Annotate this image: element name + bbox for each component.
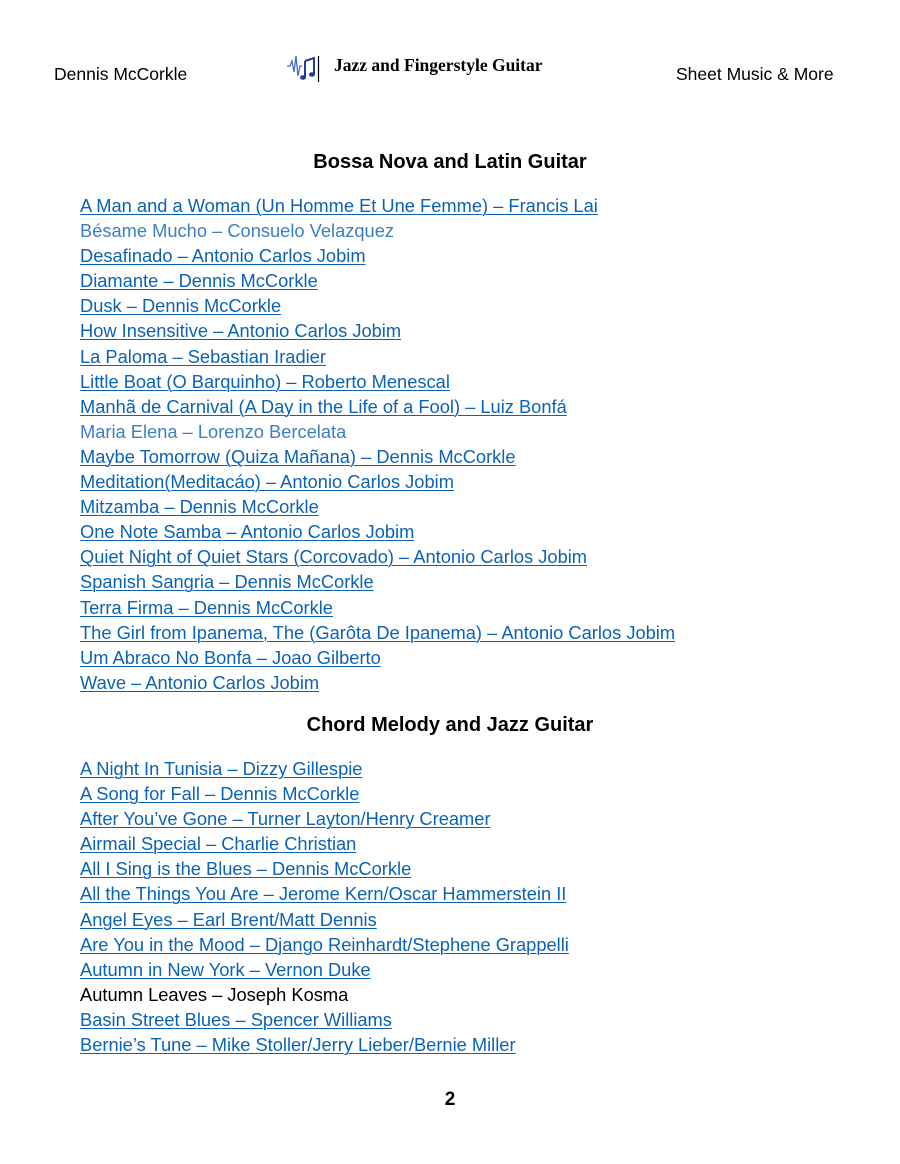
song-link[interactable]: Airmail Special – Charlie Christian [80, 833, 357, 855]
list-item [80, 544, 675, 569]
song-link[interactable]: Manhã de Carnival (A Day in the Life of a Fool) – Luiz Bonfá [80, 395, 567, 417]
list-item [80, 756, 569, 781]
song-link[interactable]: Maria Elena – Lorenzo Bercelata [80, 420, 347, 442]
page-number: 2 [444, 1089, 456, 1110]
list-item [80, 806, 569, 831]
song-link[interactable]: Quiet Night of Quiet Stars (Corcovado) – Antonio Carlos Jobim [80, 546, 588, 568]
song-link[interactable]: All I Sing is the Blues – Dennis McCorkle [80, 858, 412, 880]
list-item [80, 670, 675, 695]
list-item [80, 344, 675, 369]
list-item [80, 595, 675, 620]
list-item [80, 831, 569, 856]
song-link[interactable]: A Man and a Woman (Un Homme Et Une Femme) – Francis Lai [80, 195, 598, 216]
song-link[interactable]: One Note Samba – Antonio Carlos Jobim [80, 521, 415, 543]
song-link[interactable]: Wave – Antonio Carlos Jobim [80, 671, 320, 693]
list-item [80, 519, 675, 544]
list-item [80, 932, 569, 957]
list-item [80, 394, 675, 419]
list-item [80, 469, 675, 494]
song-link[interactable]: Are You in the Mood – Django Reinhardt/Stephene Grappelli [80, 933, 569, 955]
song-link[interactable]: Little Boat (O Barquinho) – Roberto Menescal [80, 370, 450, 392]
list-item [80, 243, 675, 268]
music-note-waveform-icon [286, 52, 320, 84]
list-item [80, 881, 569, 906]
song-title-text: Autumn Leaves – Joseph Kosma [80, 983, 349, 1005]
list-item [80, 318, 675, 343]
song-link[interactable]: After You’ve Gone – Turner Layton/Henry Creamer [80, 808, 491, 830]
song-link[interactable]: Desafinado – Antonio Carlos Jobim [80, 245, 366, 267]
song-link[interactable]: How Insensitive – Antonio Carlos Jobim [80, 320, 402, 342]
list-item [80, 645, 675, 670]
list-item [80, 856, 569, 881]
song-link[interactable]: Spanish Sangria – Dennis McCorkle [80, 571, 374, 593]
song-link[interactable]: Bésame Mucho – Consuelo Velazquez [80, 220, 395, 242]
song-link[interactable]: A Night In Tunisia – Dizzy Gillespie [80, 758, 363, 779]
song-list-chord-melody [80, 756, 569, 1057]
song-link[interactable]: All the Things You Are – Jerome Kern/Oscar Hammerstein II [80, 883, 567, 905]
section-heading-bossa-nova: Bossa Nova and Latin Guitar [313, 151, 587, 173]
list-item [80, 1007, 569, 1032]
list-item [80, 781, 569, 806]
list-item [80, 293, 675, 318]
section-heading-chord-melody: Chord Melody and Jazz Guitar [306, 714, 594, 736]
list-item [80, 268, 675, 293]
list-item [80, 982, 569, 1007]
list-item [80, 444, 675, 469]
header-author: Dennis McCorkle [54, 64, 188, 84]
list-item [80, 620, 675, 645]
song-link[interactable]: La Paloma – Sebastian Iradier [80, 345, 326, 367]
list-item [80, 369, 675, 394]
list-item [80, 907, 569, 932]
song-link[interactable]: Basin Street Blues – Spencer Williams [80, 1008, 392, 1030]
song-link[interactable]: Mitzamba – Dennis McCorkle [80, 496, 319, 518]
list-item [80, 957, 569, 982]
song-link[interactable]: A Song for Fall – Dennis McCorkle [80, 783, 360, 805]
song-link[interactable]: Um Abraco No Bonfa – Joao Gilberto [80, 646, 381, 668]
list-item [80, 218, 675, 243]
song-link[interactable]: Bernie’s Tune – Mike Stoller/Jerry Lieber/Bernie Miller [80, 1034, 516, 1056]
list-item [80, 193, 675, 218]
song-link[interactable]: The Girl from Ipanema, The (Garôta De Ipanema) – Antonio Carlos Jobim [80, 621, 676, 643]
header-brand [286, 52, 543, 84]
list-item [80, 1032, 569, 1057]
song-list-bossa-nova [80, 193, 675, 695]
header-tagline: Sheet Music & More [676, 64, 834, 84]
song-link[interactable]: Diamante – Dennis McCorkle [80, 270, 318, 292]
song-link[interactable]: Angel Eyes – Earl Brent/Matt Dennis [80, 908, 377, 930]
song-link[interactable]: Autumn in New York – Vernon Duke [80, 958, 371, 980]
list-item [80, 569, 675, 594]
song-link[interactable]: Meditation(Meditacáo) – Antonio Carlos Jobim [80, 471, 454, 493]
song-link[interactable]: Dusk – Dennis McCorkle [80, 295, 282, 317]
song-link[interactable]: Terra Firma – Dennis McCorkle [80, 596, 333, 618]
song-link[interactable]: Maybe Tomorrow (Quiza Mañana) – Dennis McCorkle [80, 445, 516, 467]
site-title: Jazz and Fingerstyle Guitar [334, 54, 543, 75]
list-item [80, 494, 675, 519]
list-item [80, 419, 675, 444]
